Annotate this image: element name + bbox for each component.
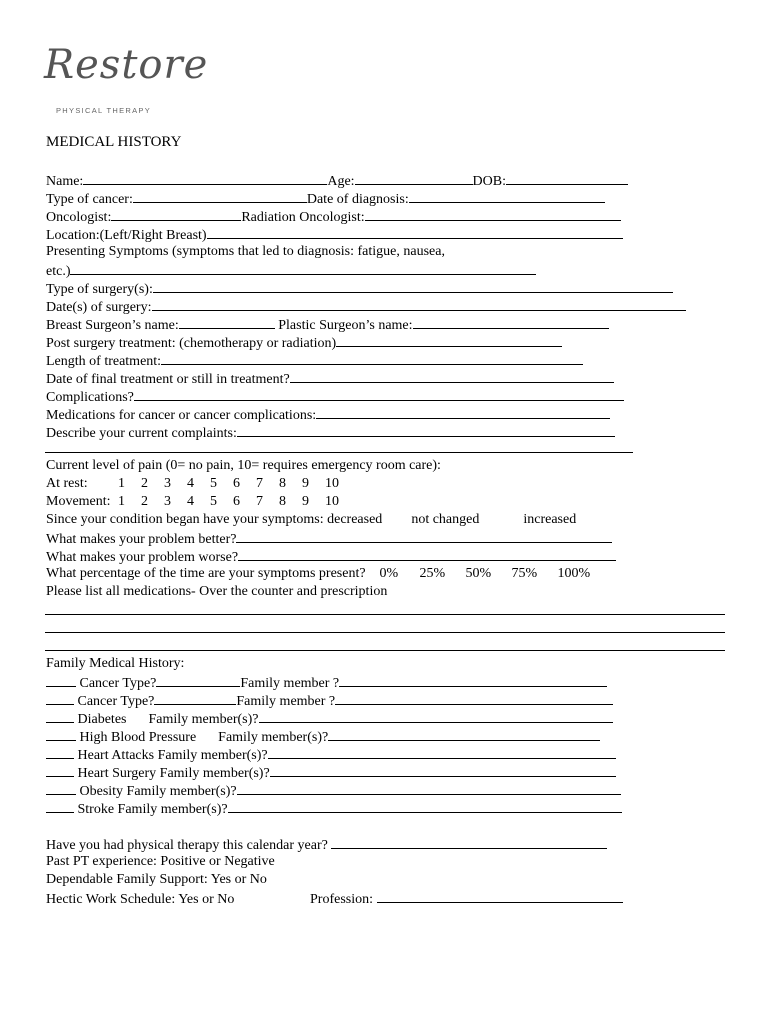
problem-better-field[interactable] <box>236 530 612 543</box>
heart-attacks-label: Heart Attacks Family member(s)? <box>77 748 268 763</box>
length-of-treatment-label: Length of treatment: <box>46 354 162 369</box>
movement-option-9[interactable]: 9 <box>302 494 309 509</box>
movement-option-3[interactable]: 3 <box>164 494 171 509</box>
obesity-label: Obesity Family member(s)? <box>79 784 237 799</box>
diabetes-label: Diabetes <box>77 712 127 727</box>
at-rest-option-10[interactable]: 10 <box>325 476 339 491</box>
age-field[interactable] <box>355 172 473 185</box>
symptom-change-label: Since your condition began have your symptoms: decreased <box>46 512 383 527</box>
family-member-field[interactable] <box>339 674 607 687</box>
dates-of-surgery-row <box>46 298 686 316</box>
restore-logo <box>44 42 209 122</box>
pain-at-rest-row <box>46 476 348 492</box>
type-of-surgery-row <box>46 280 673 298</box>
plastic-surgeon-field[interactable] <box>413 316 609 329</box>
current-complaints-extra-line[interactable] <box>45 452 633 453</box>
percentage-option-75[interactable]: 75% <box>511 566 538 581</box>
length-of-treatment-field[interactable] <box>161 352 583 365</box>
movement-option-7[interactable]: 7 <box>256 494 263 509</box>
medications-cancer-row <box>46 406 610 424</box>
breast-surgeon-field[interactable] <box>179 316 275 329</box>
movement-option-6[interactable]: 6 <box>233 494 240 509</box>
family-heart-surgery-row <box>46 764 616 782</box>
age-label: Age: <box>327 174 355 189</box>
type-of-cancer-field[interactable] <box>133 190 307 203</box>
location-row <box>46 226 623 244</box>
obesity-check[interactable] <box>46 782 76 795</box>
heart-attacks-field[interactable] <box>268 746 616 759</box>
increased-option[interactable]: increased <box>523 512 577 527</box>
family-member-field-2[interactable] <box>335 692 613 705</box>
heart-surgery-label: Heart Surgery Family member(s)? <box>77 766 270 781</box>
diabetes-check[interactable] <box>46 710 74 723</box>
medications-cancer-label: Medications for cancer or cancer complications: <box>46 408 317 423</box>
at-rest-option-9[interactable]: 9 <box>302 476 309 491</box>
family-obesity-row <box>46 782 621 800</box>
medications-line-2[interactable] <box>45 632 725 633</box>
percentage-option-0[interactable]: 0% <box>379 566 399 581</box>
family-cancer-check[interactable] <box>46 674 76 687</box>
pt-this-year-label: Have you had physical therapy this calendar year? <box>46 838 328 853</box>
presenting-etc-label: etc.) <box>46 264 71 279</box>
family-bp-row <box>46 728 600 746</box>
family-support-row <box>46 872 267 888</box>
medications-line-3[interactable] <box>45 650 725 651</box>
at-rest-option-5[interactable]: 5 <box>210 476 217 491</box>
name-label: Name: <box>46 174 84 189</box>
movement-option-5[interactable]: 5 <box>210 494 217 509</box>
pain-title: Current level of pain (0= no pain, 10= requires emergency room care): <box>46 458 441 473</box>
high-bp-members-label: Family member(s)? <box>218 730 329 745</box>
logo-wordmark: Restore <box>44 42 209 88</box>
movement-option-8[interactable]: 8 <box>279 494 286 509</box>
movement-option-2[interactable]: 2 <box>141 494 148 509</box>
at-rest-option-7[interactable]: 7 <box>256 476 263 491</box>
past-pt-row <box>46 854 275 870</box>
final-treatment-field[interactable] <box>290 370 614 383</box>
diabetes-members-label: Family member(s)? <box>148 712 259 727</box>
movement-option-1[interactable]: 1 <box>118 494 125 509</box>
breast-surgeon-label: Breast Surgeon’s name: <box>46 318 179 333</box>
past-pt-label: Past PT experience: Positive or Negative <box>46 854 275 869</box>
pain-movement-row <box>46 494 348 510</box>
symptom-percentage-row <box>46 566 590 582</box>
radiation-oncologist-label: Radiation Oncologist: <box>241 210 365 225</box>
presenting-symptoms-field[interactable] <box>70 262 536 275</box>
cancer-diagnosis-row <box>46 190 605 208</box>
surgeons-row <box>46 316 609 334</box>
heart-attacks-check[interactable] <box>46 746 74 759</box>
at-rest-scale <box>118 476 348 491</box>
oncologist-field[interactable] <box>111 208 241 221</box>
presenting-symptoms-continued-row <box>46 262 536 280</box>
movement-scale <box>118 494 348 509</box>
percentage-option-25[interactable]: 25% <box>419 566 446 581</box>
plastic-surgeon-label: Plastic Surgeon’s name: <box>278 318 413 333</box>
family-support-label: Dependable Family Support: Yes or No <box>46 872 267 887</box>
family-stroke-row <box>46 800 622 818</box>
medications-list-label: Please list all medications- Over the counter and prescription <box>46 584 388 599</box>
high-bp-members-field[interactable] <box>328 728 600 741</box>
post-surgery-treatment-label: Post surgery treatment: (chemotherapy or radiation) <box>46 336 337 351</box>
location-label: Location:(Left/Right Breast) <box>46 228 207 243</box>
heart-surgery-check[interactable] <box>46 764 74 777</box>
location-field[interactable] <box>207 226 623 239</box>
not-changed-option[interactable]: not changed <box>411 512 480 527</box>
family-history-title-row <box>46 656 184 672</box>
movement-label: Movement: <box>46 494 111 509</box>
family-member-label-2: Family member ? <box>236 694 336 709</box>
current-complaints-field[interactable] <box>237 424 615 437</box>
pain-title-row <box>46 458 441 474</box>
stroke-field[interactable] <box>228 800 622 813</box>
symptom-percentage-label: What percentage of the time are your symptoms present? <box>46 566 366 581</box>
percentage-option-100[interactable]: 100% <box>557 566 591 581</box>
current-complaints-row <box>46 424 615 442</box>
radiation-oncologist-field[interactable] <box>365 208 621 221</box>
high-bp-label: High Blood Pressure <box>79 730 197 745</box>
stroke-check[interactable] <box>46 800 74 813</box>
dob-label: DOB: <box>472 174 506 189</box>
problem-worse-field[interactable] <box>238 548 616 561</box>
final-treatment-row <box>46 370 614 388</box>
date-of-diagnosis-field[interactable] <box>409 190 605 203</box>
symptom-change-row <box>46 512 576 528</box>
current-complaints-label: Describe your current complaints: <box>46 426 237 441</box>
family-cancer-row-2 <box>46 692 613 710</box>
medications-list-row <box>46 584 387 600</box>
final-treatment-label: Date of final treatment or still in treatment? <box>46 372 290 387</box>
hectic-work-row <box>46 890 623 908</box>
at-rest-option-1[interactable]: 1 <box>118 476 125 491</box>
movement-option-4[interactable]: 4 <box>187 494 194 509</box>
problem-worse-label: What makes your problem worse? <box>46 550 239 565</box>
profession-label: Profession: <box>310 892 373 907</box>
diabetes-members-field[interactable] <box>259 710 613 723</box>
family-diabetes-row <box>46 710 613 728</box>
cancer-type-field[interactable] <box>156 674 240 687</box>
heart-surgery-field[interactable] <box>270 764 616 777</box>
post-surgery-treatment-row <box>46 334 562 352</box>
at-rest-option-8[interactable]: 8 <box>279 476 286 491</box>
complications-label: Complications? <box>46 390 134 405</box>
problem-better-label: What makes your problem better? <box>46 532 237 547</box>
medications-line-1[interactable] <box>45 614 725 615</box>
problem-better-row <box>46 530 612 548</box>
oncologist-label: Oncologist: <box>46 210 112 225</box>
oncologist-row <box>46 208 621 226</box>
family-cancer-check-2[interactable] <box>46 692 74 705</box>
family-member-label: Family member ? <box>240 676 340 691</box>
pt-this-year-field[interactable] <box>331 836 607 849</box>
at-rest-label: At rest: <box>46 476 88 491</box>
dates-of-surgery-label: Date(s) of surgery: <box>46 300 152 315</box>
type-of-surgery-field[interactable] <box>153 280 673 293</box>
profession-field[interactable] <box>377 890 623 903</box>
type-of-surgery-label: Type of surgery(s): <box>46 282 153 297</box>
family-history-title: Family Medical History: <box>46 656 185 671</box>
date-of-diagnosis-label: Date of diagnosis: <box>306 192 409 207</box>
dates-of-surgery-field[interactable] <box>152 298 686 311</box>
page-title: MEDICAL HISTORY <box>46 134 182 150</box>
at-rest-option-6[interactable]: 6 <box>233 476 240 491</box>
hectic-work-label: Hectic Work Schedule: Yes or No <box>46 892 235 907</box>
at-rest-option-3[interactable]: 3 <box>164 476 171 491</box>
length-of-treatment-row <box>46 352 583 370</box>
cancer-type-field-2[interactable] <box>154 692 236 705</box>
movement-option-10[interactable]: 10 <box>325 494 339 509</box>
type-of-cancer-label: Type of cancer: <box>46 192 133 207</box>
at-rest-option-2[interactable]: 2 <box>141 476 148 491</box>
problem-worse-row <box>46 548 616 566</box>
post-surgery-treatment-field[interactable] <box>336 334 562 347</box>
name-age-dob-row <box>46 172 628 190</box>
logo-tagline: PHYSICAL THERAPY <box>56 106 151 115</box>
high-bp-check[interactable] <box>46 728 76 741</box>
pt-this-year-row <box>46 836 607 854</box>
percentage-option-50[interactable]: 50% <box>465 566 492 581</box>
family-heart-attacks-row <box>46 746 616 764</box>
complications-field[interactable] <box>134 388 624 401</box>
cancer-type-label: Cancer Type? <box>79 676 157 691</box>
cancer-type-label-2: Cancer Type? <box>77 694 155 709</box>
medications-cancer-field[interactable] <box>316 406 610 419</box>
obesity-field[interactable] <box>237 782 621 795</box>
name-field[interactable] <box>83 172 327 185</box>
stroke-label: Stroke Family member(s)? <box>77 802 228 817</box>
dob-field[interactable] <box>506 172 628 185</box>
complications-row <box>46 388 624 406</box>
presenting-symptoms-label: Presenting Symptoms (symptoms that led to diagnosis: fatigue, nausea, <box>46 244 445 259</box>
percentage-options <box>380 566 591 581</box>
family-cancer-row <box>46 674 607 692</box>
presenting-symptoms-row <box>46 244 445 260</box>
at-rest-option-4[interactable]: 4 <box>187 476 194 491</box>
